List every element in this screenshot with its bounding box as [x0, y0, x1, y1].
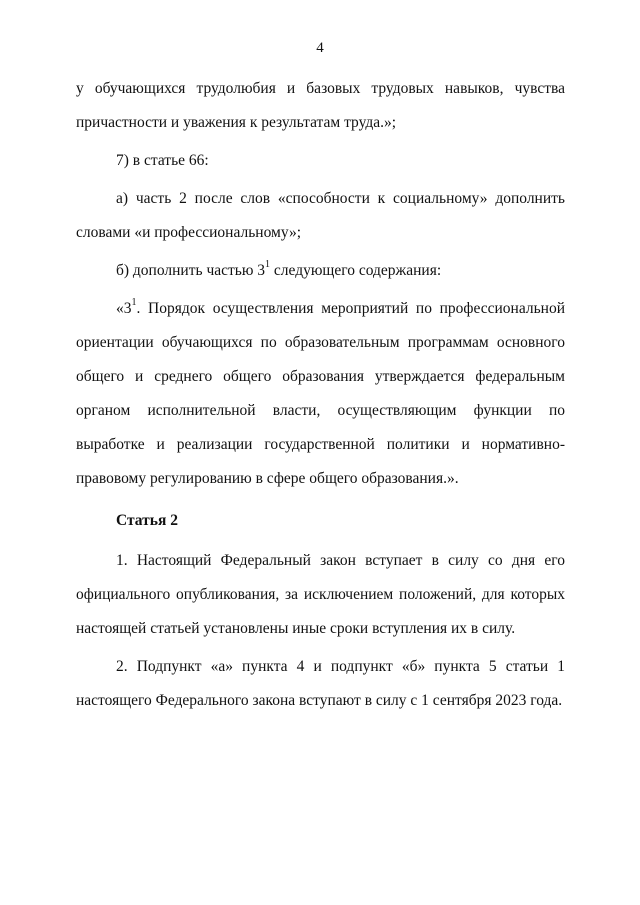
quoted-part-text: . Порядок осуществления мероприятий по профессиональной ориентации обучающихся по образовательным программам основного общего и среднего общего образования утверждается федеральным органом исполнительной власти, осуществляющим функции по выработке и реализации государственной политики и нормативно-правовому регулированию в сфере общего образования.». — [76, 300, 565, 487]
article-heading: Статья 2 — [116, 512, 178, 529]
paragraph-item-7: 7) в статье 66: — [116, 152, 209, 169]
document-body — [76, 72, 565, 718]
paragraph-item-b — [76, 254, 565, 288]
paragraph-article2-2: 2. Подпункт «а» пункта 4 и подпункт «б» пункта 5 статьи 1 настоящего Федерального закона вступают в силу с 1 сентября 2023 года. — [76, 658, 565, 709]
quoted-part-start: «3 — [116, 300, 132, 317]
superscript: 1 — [265, 258, 271, 270]
paragraph-quoted-part — [76, 292, 565, 496]
paragraph-article2-1: 1. Настоящий Федеральный закон вступает в силу со дня его официального опубликования, за исключением положений, для которых настоящей статьей установлены иные сроки вступления их в силу. — [76, 552, 565, 637]
paragraph-item-b-text-end: следующего содержания: — [270, 262, 442, 279]
page-number: 4 — [316, 40, 324, 56]
paragraph-item-b-text: б) дополнить частью 3 — [116, 262, 266, 279]
paragraph-item-a: а) часть 2 после слов «способности к социальному» дополнить словами «и профессиональному»; — [76, 190, 565, 241]
superscript: 1 — [131, 296, 137, 308]
paragraph-continuation: у обучающихся трудолюбия и базовых трудовых навыков, чувства причастности и уважения к результатам труда.»; — [76, 80, 565, 131]
